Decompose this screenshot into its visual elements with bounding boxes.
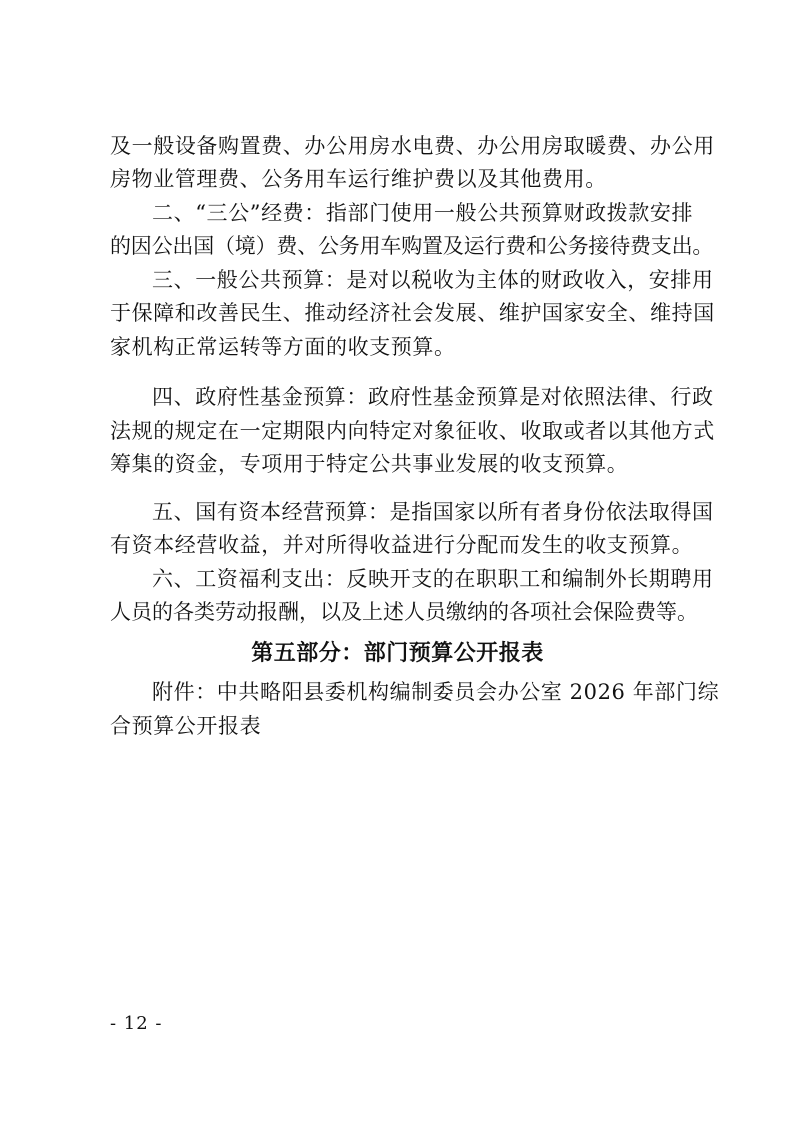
text-line: 法规的规定在一定期限内向特定对象征收、收取或者以其他方式 — [110, 419, 715, 443]
attachment-line: 附件：中共略阳县委机构编制委员会办公室 2026 年部门综 — [152, 680, 720, 704]
text-line: 于保障和改善民生、推动经济社会发展、维护国家安全、维持国 — [110, 301, 715, 325]
text-line: 五、国有资本经营预算：是指国家以所有者身份依法取得国 — [152, 500, 714, 524]
attachment-line: 合预算公开报表 — [110, 714, 262, 738]
text-line: 四、政府性基金预算：政府性基金预算是对依照法律、行政 — [152, 385, 714, 409]
text-line: 的因公出国（境）费、公务用车购置及运行费和公务接待费支出。 — [110, 234, 714, 258]
text-line: 及一般设备购置费、办公用房水电费、办公用房取暖费、办公用 — [110, 134, 715, 158]
text-line: 筹集的资金，专项用于特定公共事业发展的收支预算。 — [110, 452, 629, 476]
page-number: - 12 - — [110, 1013, 163, 1034]
text-line: 二、“三公”经费：指部门使用一般公共预算财政拨款安排 — [152, 201, 694, 225]
text-line: 房物业管理费、公务用车运行维护费以及其他费用。 — [110, 167, 607, 191]
text-line: 家机构正常运转等方面的收支预算。 — [110, 335, 456, 359]
section-heading: 第五部分：部门预算公开报表 — [251, 640, 544, 666]
text-line: 六、工资福利支出：反映开支的在职职工和编制外长期聘用 — [152, 567, 714, 591]
text-line: 三、一般公共预算：是对以税收为主体的财政收入，安排用 — [152, 268, 714, 292]
text-line: 人员的各类劳动报酬，以及上述人员缴纳的各项社会保险费等。 — [110, 600, 698, 624]
text-line: 有资本经营收益，并对所得收益进行分配而发生的收支预算。 — [110, 533, 694, 557]
